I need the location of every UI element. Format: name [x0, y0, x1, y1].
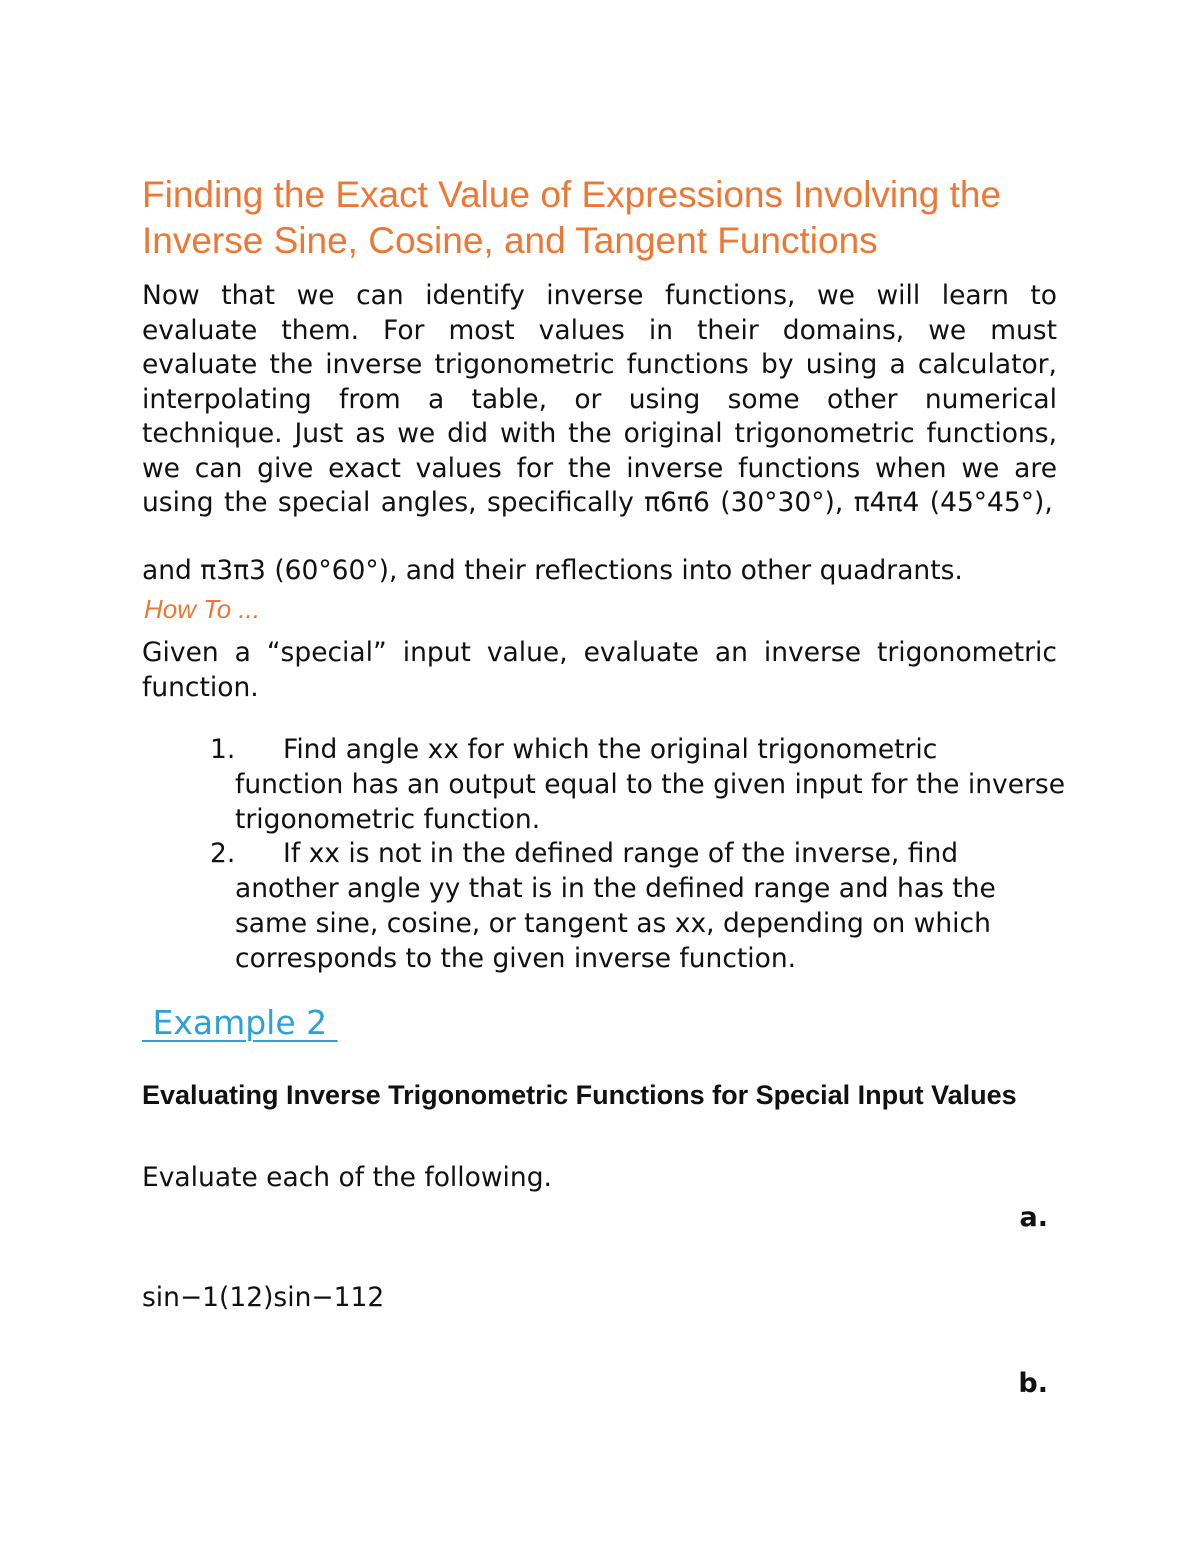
part-b-label: b.	[1018, 1368, 1048, 1399]
example-title: Evaluating Inverse Trigonometric Functions for Special Input Values	[142, 1080, 1017, 1110]
step-text-rest: another angle yy that is in the defined range and has the same sine, cosine, or tangent as xx, depending on which corresponds to the given inverse function.	[235, 873, 996, 974]
step-item	[142, 733, 1072, 837]
step-number: 1.	[210, 734, 236, 765]
section-title: Finding the Exact Value of Expressions Involving the Inverse Sine, Cosine, and Tangent Functions	[142, 174, 1002, 261]
step-text-first-line: If xx is not in the defined range of the inverse, find	[283, 838, 959, 870]
intro-paragraph: Now that we can identify inverse functions, we will learn to evaluate them. For most values in their domains, we must evaluate the inverse trigonometric functions by using a calculator, interpolating from a table, or using some other numerical technique. Just as we did with the original trigonometric functions, we can give exact values for the inverse functions when we are using the special angles, specifically π6π6 (30°30°), π4π4 (45°45°),	[142, 280, 1057, 518]
step-text-rest: function has an output equal to the given input for the inverse trigonometric function.	[235, 768, 1066, 835]
how-to-description: Given a “special” input value, evaluate an inverse trigonometric function.	[142, 637, 1057, 703]
step-item	[142, 837, 1072, 976]
intro-paragraph-last-line: and π3π3 (60°60°), and their reflections into other quadrants.	[142, 555, 963, 586]
part-a-expression: sin−1(12)sin−112	[142, 1282, 385, 1313]
example-heading: Example 2	[142, 1003, 338, 1042]
example-instruction: Evaluate each of the following.	[142, 1162, 552, 1193]
part-a-label: a.	[1019, 1202, 1048, 1233]
how-to-heading: How To ...	[144, 594, 261, 624]
step-text-first-line: Find angle xx for which the original trigonometric	[283, 734, 938, 765]
step-number: 2.	[210, 838, 236, 870]
how-to-steps	[142, 733, 1072, 977]
